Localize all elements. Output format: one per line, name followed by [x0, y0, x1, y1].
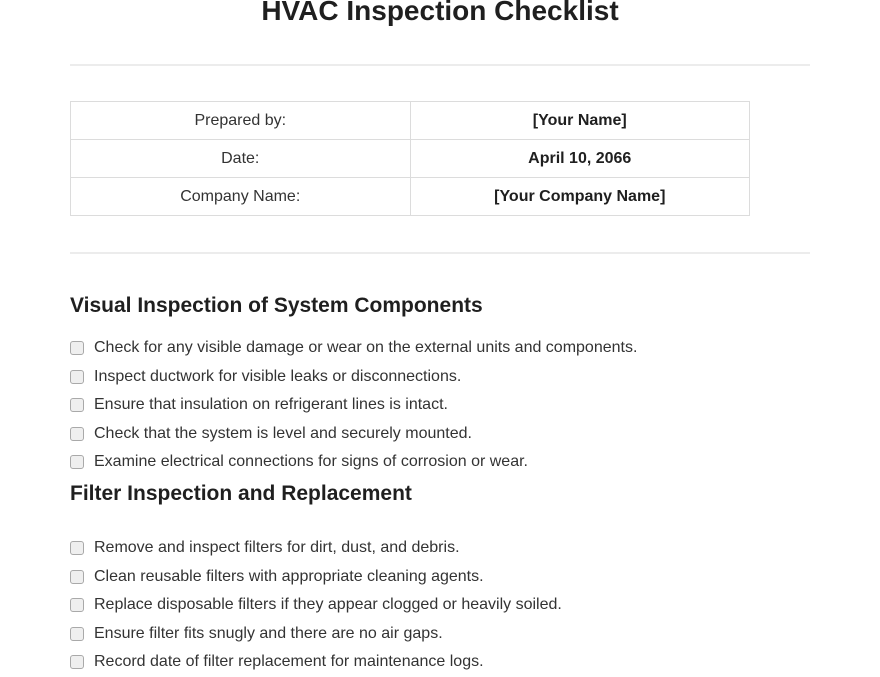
page-title: HVAC Inspection Checklist	[261, 0, 619, 26]
company-name-value: [Your Company Name]	[410, 178, 750, 216]
prepared-by-label: Prepared by:	[71, 102, 411, 140]
checklist-item	[70, 591, 830, 620]
checklist-item	[70, 563, 830, 592]
checkbox[interactable]	[70, 541, 84, 555]
section-heading: Visual Inspection of System Components	[70, 294, 483, 317]
checklist-item	[70, 448, 830, 477]
table-row	[71, 102, 750, 140]
checkbox[interactable]	[70, 570, 84, 584]
checklist	[70, 534, 830, 677]
checklist-item-text: Inspect ductwork for visible leaks or disconnections.	[94, 367, 462, 385]
company-name-label: Company Name:	[71, 178, 411, 216]
checklist-item	[70, 648, 830, 677]
date-value: April 10, 2066	[410, 140, 750, 178]
checklist-item	[70, 334, 830, 363]
checklist-item-text: Remove and inspect filters for dirt, dust, and debris.	[94, 539, 460, 557]
visual-inspection-section	[70, 292, 830, 477]
checklist-item-text: Replace disposable filters if they appear clogged or heavily soiled.	[94, 596, 562, 614]
checklist-item-text: Ensure that insulation on refrigerant lines is intact.	[94, 396, 448, 414]
divider	[70, 64, 810, 66]
checklist-item	[70, 363, 830, 392]
checkbox[interactable]	[70, 598, 84, 612]
checkbox[interactable]	[70, 427, 84, 441]
checkbox[interactable]	[70, 370, 84, 384]
checklist-item	[70, 420, 830, 449]
checkbox[interactable]	[70, 455, 84, 469]
checklist-item-text: Check that the system is level and securely mounted.	[94, 424, 472, 442]
filter-inspection-section	[70, 480, 830, 677]
checklist-item	[70, 620, 830, 649]
prepared-by-value: [Your Name]	[410, 102, 750, 140]
checklist-item-text: Clean reusable filters with appropriate cleaning agents.	[94, 567, 484, 585]
date-label: Date:	[71, 140, 411, 178]
table-row	[71, 178, 750, 216]
checkbox[interactable]	[70, 398, 84, 412]
section-heading: Filter Inspection and Replacement	[70, 482, 412, 505]
checkbox[interactable]	[70, 627, 84, 641]
checklist-item	[70, 391, 830, 420]
checklist-item-text: Record date of filter replacement for maintenance logs.	[94, 653, 484, 671]
checkbox[interactable]	[70, 655, 84, 669]
table-row	[71, 140, 750, 178]
document-info-table	[70, 101, 750, 216]
checklist-item-text: Check for any visible damage or wear on the external units and components.	[94, 339, 638, 357]
checklist-item-text: Ensure filter fits snugly and there are no air gaps.	[94, 624, 443, 642]
checklist-item-text: Examine electrical connections for signs of corrosion or wear.	[94, 453, 528, 471]
checklist-item	[70, 534, 830, 563]
checkbox[interactable]	[70, 341, 84, 355]
checklist	[70, 334, 830, 477]
divider	[70, 252, 810, 254]
